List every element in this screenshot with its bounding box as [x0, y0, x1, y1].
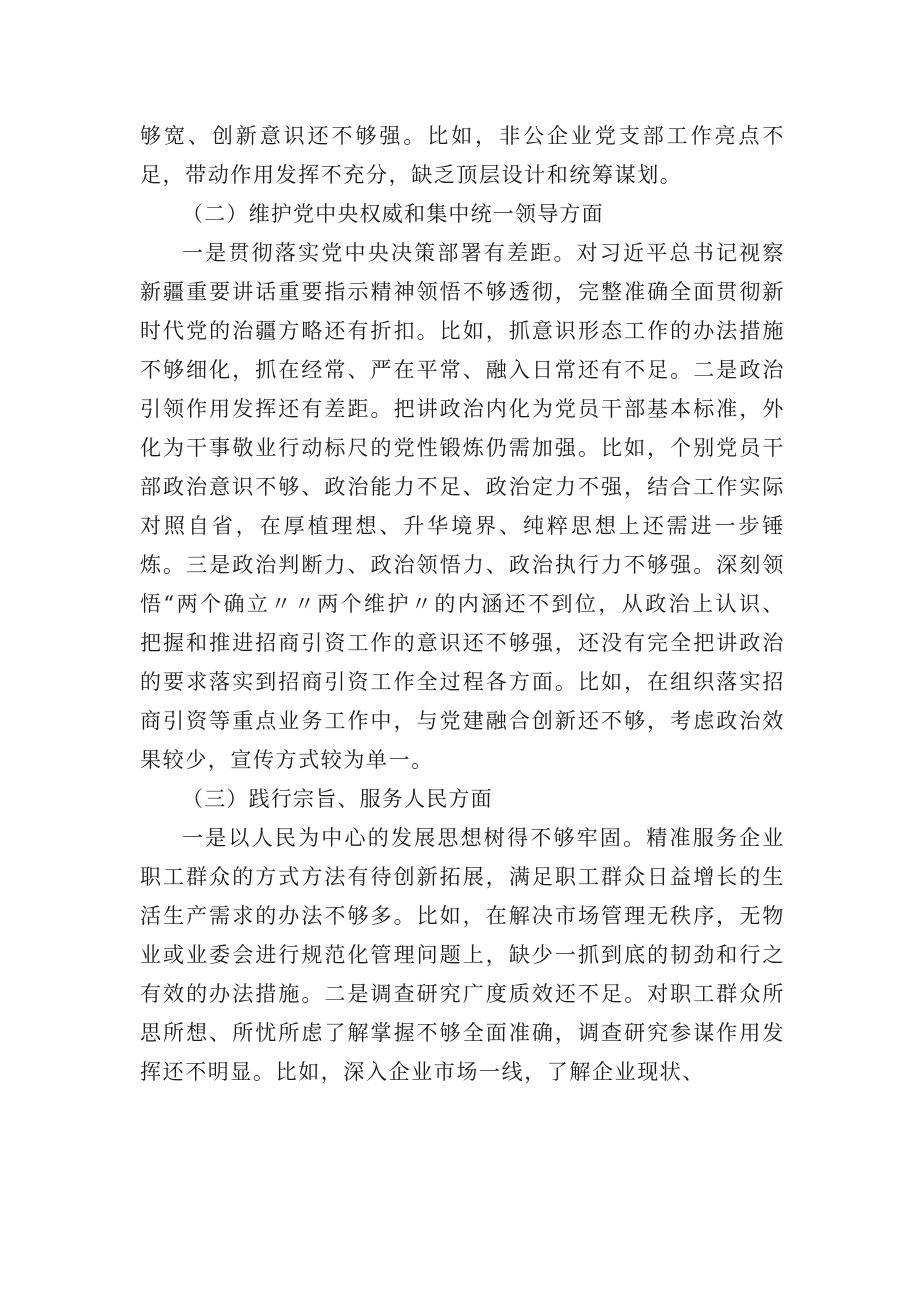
section-heading-3: （三）践行宗旨、服务人民方面: [182, 787, 493, 811]
document-body: [140, 117, 785, 1092]
section-2-paragraph: 一是贯彻落实党中央决策部署有差距。对习近平总书记视察新疆重要讲话重要指示精神领悟不够透彻，完整准确全面贯彻新时代党的治疆方略还有折扣。比如，抓意识形态工作的办法措施不够细化，抓在经常、严在平常、融入日常还有不足。二是政治引领作用发挥还有差距。把讲政治内化为党员干部基本标准，外化为干事敬业行动标尺的党性锻炼仍需加强。比如，个别党员干部政治意识不够、政治能力不足、政治定力不强，结合工作实际对照自省，在厚植理想、升华境界、纯粹思想上还需进一步锤炼。三是政治判断力、政治领悟力、政治执行力不够强。深刻领悟“两个确立〃〃两个维护〃的内涵还不到位，从政治上认识、把握和推进招商引资工作的意识还不够强，还没有完全把讲政治的要求落实到招商引资工作全过程各方面。比如，在组织落实招商引资等重点业务工作中，与党建融合创新还不够，考虑政治效果较少，宣传方式较为单一。: [140, 241, 785, 772]
section-heading-2: （二）维护党中央权威和集中统一领导方面: [182, 202, 604, 226]
continuation-paragraph: 够宽、创新意识还不够强。比如，非公企业党支部工作亮点不足，带动作用发挥不充分，缺乏顶层设计和统筹谋划。: [140, 124, 785, 187]
section-3-paragraph: 一是以人民为中心的发展思想树得不够牢固。精准服务企业职工群众的方式方法有待创新拓展，满足职工群众日益增长的生活生产需求的办法不够多。比如，在解决市场管理无秩序，无物业或业委会进行规范化管理问题上，缺少一抓到底的韧劲和行之有效的办法措施。二是调查研究广度质效还不足。对职工群众所思所想、所忧所虑了解掌握不够全面准确，调查研究参谋作用发挥还不明显。比如，深入企业市场一线，了解企业现状、: [140, 826, 785, 1084]
